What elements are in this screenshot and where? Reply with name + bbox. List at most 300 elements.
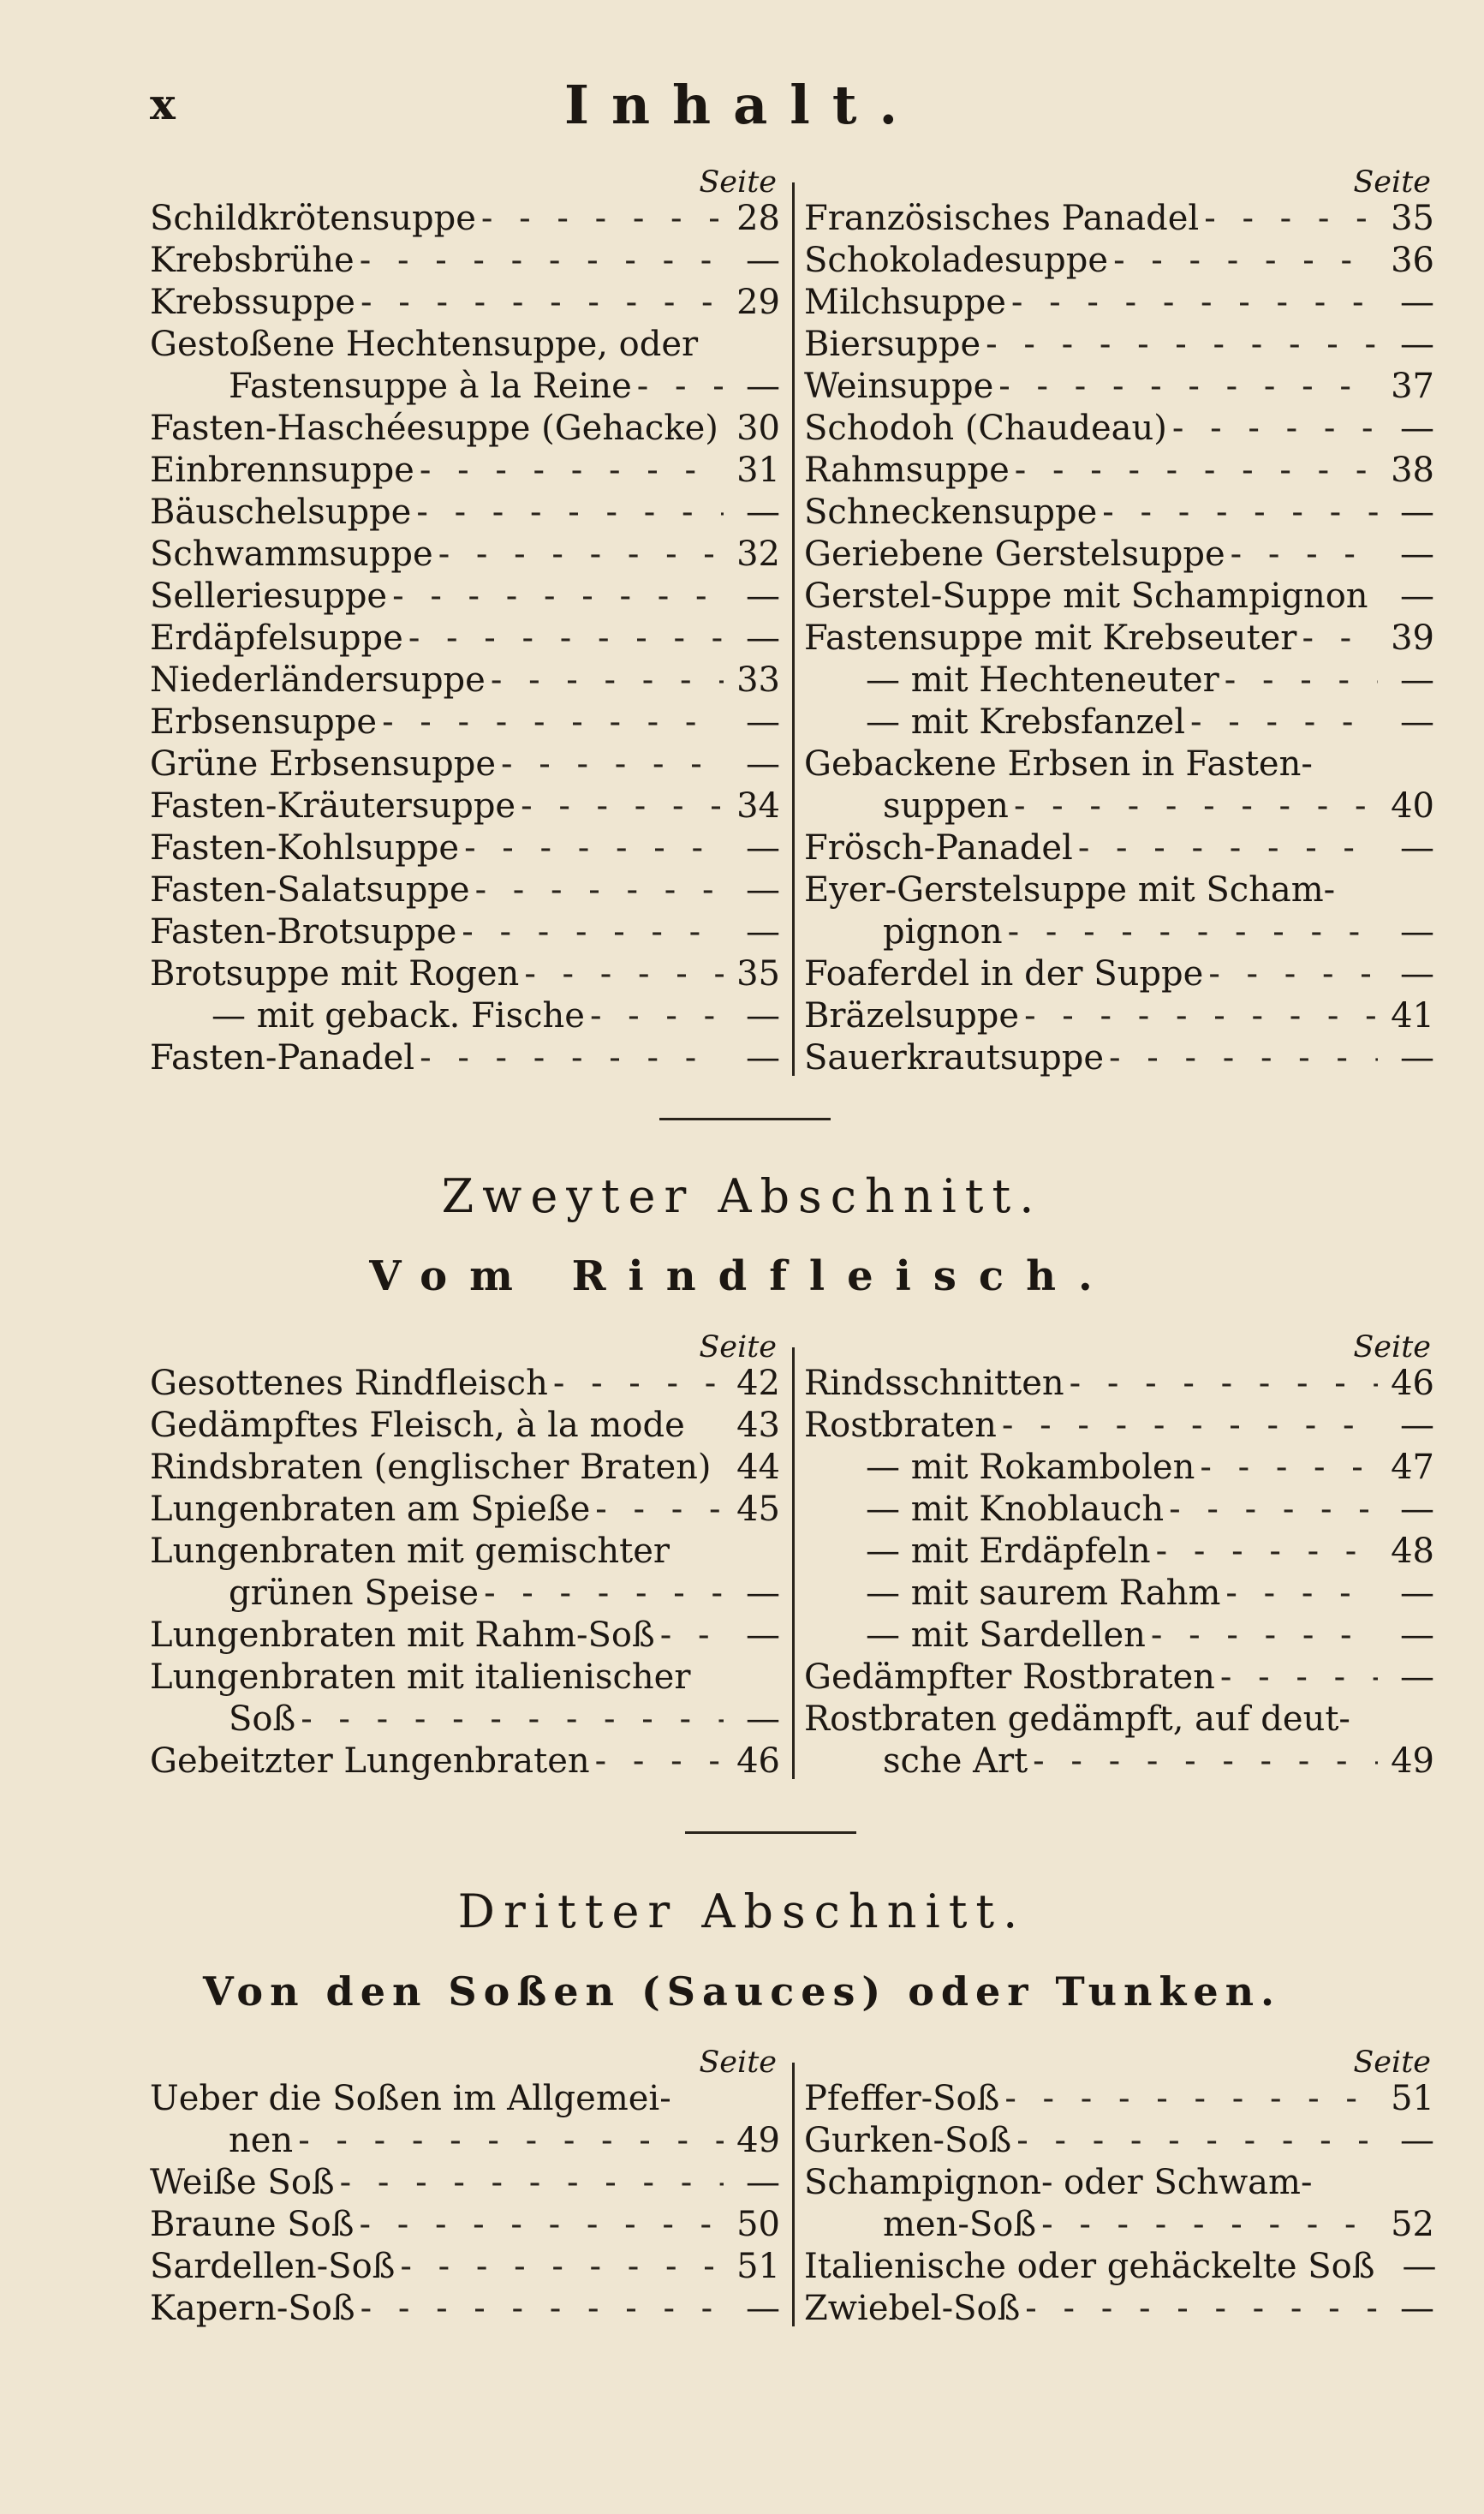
- dot-leader: [1109, 1037, 1378, 1079]
- dot-leader: [986, 324, 1378, 366]
- dot-leader: [1225, 660, 1378, 702]
- toc-entry: [150, 1615, 780, 1657]
- toc-entry-page: 35: [1391, 199, 1434, 238]
- dot-leader: [1041, 2204, 1378, 2246]
- toc-entry-page: —: [746, 1615, 780, 1655]
- toc-entry: [804, 2246, 1437, 2288]
- dot-leader: [416, 492, 724, 534]
- column-separator: [792, 2063, 795, 2326]
- dot-leader: [1004, 2078, 1378, 2120]
- seite-label: Seite: [1353, 165, 1431, 200]
- toc-entry: [804, 2162, 1434, 2204]
- toc-entry: [150, 198, 780, 240]
- toc-entry-page: 29: [736, 283, 780, 322]
- toc-entry: [150, 785, 780, 827]
- toc-entry-page: 48: [1391, 1532, 1434, 1571]
- dot-leader: [998, 366, 1378, 408]
- page-number: x: [150, 79, 176, 129]
- toc-entry-title: Schwammsuppe: [150, 534, 433, 574]
- dot-leader: [1172, 408, 1378, 450]
- dot-leader: [1231, 534, 1378, 576]
- toc-entry-title: Zwiebel-Soß: [804, 2289, 1021, 2328]
- toc-entry: [804, 827, 1434, 869]
- dot-leader: [1169, 1489, 1378, 1531]
- toc-entry-page: 32: [736, 534, 780, 574]
- toc-entry-title: Fastensuppe à la Reine: [229, 367, 632, 406]
- section-subtitle: Vom Rindfleisch.: [369, 1252, 1115, 1300]
- toc-entry-page: 45: [736, 1490, 780, 1529]
- toc-entry: [150, 1489, 780, 1531]
- toc-entry-title: Selleriesuppe: [150, 576, 388, 616]
- toc-entry: [804, 1405, 1434, 1447]
- section-title: Zweyter Abschnitt.: [441, 1169, 1043, 1223]
- toc-entry-title: — mit Knoblauch: [866, 1490, 1165, 1529]
- dot-leader: [553, 1363, 724, 1405]
- dot-leader: [521, 785, 724, 827]
- toc-entry-page: —: [746, 870, 780, 910]
- toc-column-right: [792, 2045, 1437, 2330]
- toc-entry-page: —: [746, 1038, 780, 1078]
- toc-entry-page: 39: [1391, 618, 1434, 658]
- toc-entry-page: 52: [1391, 2205, 1434, 2244]
- dot-leader: [484, 1573, 724, 1615]
- toc-entry-title: Lungenbraten mit gemischter: [150, 1532, 670, 1571]
- toc-entry: [150, 450, 780, 492]
- dot-leader: [1078, 827, 1378, 869]
- toc-entry: [804, 1741, 1434, 1782]
- toc-entry-title: Schodoh (Chaudeau): [804, 409, 1167, 448]
- toc-entry-page: —: [746, 996, 780, 1036]
- toc-entry-title: Sardellen-Soß: [150, 2247, 396, 2286]
- toc-entry-page: —: [746, 576, 780, 616]
- dot-leader: [1015, 450, 1378, 492]
- toc-entry-page: 31: [736, 451, 780, 490]
- toc-entry: [150, 282, 780, 324]
- dot-leader: [420, 450, 724, 492]
- toc-entry: [150, 324, 780, 366]
- toc-entry-title: — mit Rokambolen: [866, 1448, 1195, 1487]
- toc-entry-page: —: [1400, 1038, 1434, 1078]
- toc-entry-title: Einbrennsuppe: [150, 451, 414, 490]
- seite-label: Seite: [699, 165, 777, 200]
- toc-entry-page: —: [746, 1573, 780, 1613]
- toc-entry: [804, 785, 1434, 827]
- toc-entry-title: Braune Soß: [150, 2205, 355, 2244]
- dot-leader: [340, 2162, 724, 2204]
- toc-entry-title: Gestoßene Hechtensuppe, oder: [150, 325, 699, 364]
- toc-entry-page: —: [1400, 2289, 1434, 2328]
- toc-entry: [804, 911, 1434, 953]
- toc-entry: [150, 492, 780, 534]
- toc-entry: [150, 2078, 780, 2120]
- dot-leader: [475, 869, 724, 911]
- toc-entry: [150, 660, 780, 702]
- dot-leader: [491, 660, 724, 702]
- toc-entry: [150, 702, 780, 743]
- toc-entry-title: Bräzelsuppe: [804, 996, 1020, 1036]
- toc-entry-page: —: [1400, 912, 1434, 952]
- toc-entry-title: Niederländersuppe: [150, 660, 486, 700]
- toc-entry-title: Milchsuppe: [804, 283, 1006, 322]
- section-divider: [659, 1118, 831, 1120]
- dot-leader: [382, 702, 724, 743]
- toc-entry-page: —: [1400, 1573, 1434, 1613]
- dot-leader: [1208, 953, 1378, 995]
- dot-leader: [595, 1489, 724, 1531]
- toc-entry-title: Rahmsuppe: [804, 451, 1010, 490]
- toc-entry-title: nen: [229, 2121, 294, 2160]
- toc-entry: [804, 618, 1434, 660]
- dot-leader: [301, 1699, 724, 1741]
- toc-entry-page: 38: [1391, 451, 1434, 490]
- toc-entry: [804, 2078, 1434, 2120]
- toc-entry-title: Fastensuppe mit Krebseuter: [804, 618, 1297, 658]
- toc-entry: [150, 618, 780, 660]
- toc-entry-title: Gerstel-Suppe mit Schampignon: [804, 576, 1368, 616]
- toc-entry-page: 28: [736, 199, 780, 238]
- toc-entry-page: —: [746, 2289, 780, 2328]
- dot-leader: [400, 2246, 724, 2288]
- toc-entry: [150, 1531, 780, 1573]
- dot-leader: [1151, 1615, 1378, 1657]
- seite-label: Seite: [699, 1330, 777, 1364]
- toc-entry-page: —: [1400, 493, 1434, 532]
- dot-leader: [464, 827, 724, 869]
- dot-leader: [361, 282, 724, 324]
- dot-leader: [637, 366, 724, 408]
- toc-entry-title: Ueber die Soßen im Allgemei-: [150, 2079, 671, 2118]
- toc-entry-title: Brotsuppe mit Rogen: [150, 954, 520, 994]
- toc-entry-page: —: [1400, 576, 1434, 616]
- seite-label: Seite: [1353, 2045, 1431, 2080]
- dot-leader: [1011, 282, 1378, 324]
- dot-leader: [1024, 995, 1378, 1037]
- toc-entry: [804, 1447, 1434, 1489]
- toc-entry-page: —: [746, 493, 780, 532]
- toc-entry-title: Fasten-Haschéesuppe (Gehacke): [150, 409, 718, 448]
- section-beef: [150, 1332, 1434, 1782]
- toc-column-left: [150, 2047, 792, 2330]
- toc-entry-title: Lungenbraten mit Rahm-Soß: [150, 1615, 655, 1655]
- toc-entry-title: Weinsuppe: [804, 367, 994, 406]
- toc-entry: [150, 366, 780, 408]
- column-separator: [792, 1347, 795, 1779]
- dot-leader: [420, 1037, 724, 1079]
- toc-entry-page: 34: [736, 786, 780, 826]
- toc-entry-title: Schampignon- oder Schwam-: [804, 2163, 1313, 2202]
- toc-entry-title: Fasten-Kräutersuppe: [150, 786, 516, 826]
- toc-entry-title: Gebeitzter Lungenbraten: [150, 1741, 590, 1781]
- toc-entry: [804, 324, 1434, 366]
- toc-entry: [804, 1615, 1434, 1657]
- toc-entry-title: — mit Erdäpfeln: [866, 1532, 1151, 1571]
- dot-leader: [361, 2288, 724, 2330]
- toc-entry-title: Rostbraten gedämpft, auf deut-: [804, 1699, 1350, 1739]
- toc-entry: [804, 953, 1434, 995]
- toc-entry-page: —: [1400, 2121, 1434, 2160]
- toc-entry: [804, 198, 1434, 240]
- dot-leader: [1014, 785, 1378, 827]
- toc-entry: [804, 534, 1434, 576]
- dot-leader: [1156, 1531, 1378, 1573]
- toc-entry-page: —: [746, 367, 780, 406]
- dot-leader: [1220, 1657, 1378, 1699]
- toc-entry-page: —: [1400, 828, 1434, 868]
- toc-entry-title: suppen: [883, 786, 1009, 826]
- toc-entry: [150, 2162, 780, 2204]
- section-title: Dritter Abschnitt.: [457, 1884, 1027, 1938]
- toc-entry-page: 46: [736, 1741, 780, 1781]
- dot-leader: [595, 1741, 724, 1782]
- toc-entry-title: Rindsbraten (englischer Braten): [150, 1448, 712, 1487]
- toc-entry: [804, 1363, 1434, 1405]
- section-sauces: [150, 2045, 1437, 2330]
- toc-entry-title: Biersuppe: [804, 325, 981, 364]
- toc-entry-title: Fasten-Salatsuppe: [150, 870, 470, 910]
- toc-entry-title: Bäuschelsuppe: [150, 493, 412, 532]
- toc-entry-page: —: [1402, 2247, 1437, 2286]
- toc-entry: [150, 1573, 780, 1615]
- toc-entry-title: Fasten-Brotsuppe: [150, 912, 457, 952]
- toc-entry: [150, 869, 780, 911]
- toc-entry: [804, 492, 1434, 534]
- toc-entry: [150, 2120, 780, 2162]
- toc-entry-page: —: [1400, 1657, 1434, 1697]
- dot-leader: [481, 198, 724, 240]
- seite-label: Seite: [1353, 1330, 1431, 1364]
- toc-entry-page: —: [1400, 702, 1434, 742]
- toc-entry: [150, 827, 780, 869]
- dot-leader: [1070, 1363, 1378, 1405]
- toc-entry-page: 30: [736, 409, 780, 448]
- dot-leader: [462, 911, 724, 953]
- toc-entry-page: 42: [736, 1364, 780, 1403]
- toc-entry: [804, 660, 1434, 702]
- toc-entry-page: 44: [736, 1448, 780, 1487]
- toc-column-left: [150, 1332, 792, 1782]
- toc-entry-page: 46: [1391, 1364, 1434, 1403]
- toc-entry-title: Schokoladesuppe: [804, 241, 1109, 280]
- toc-entry: [150, 408, 780, 450]
- toc-entry: [804, 1489, 1434, 1531]
- toc-entry-page: —: [1400, 409, 1434, 448]
- toc-entry: [150, 2204, 780, 2246]
- toc-entry-title: Eyer-Gerstelsuppe mit Scham-: [804, 870, 1336, 910]
- section-subtitle: Von den Soßen (Sauces) oder Tunken.: [202, 1968, 1282, 2015]
- toc-column-right: [792, 1332, 1434, 1782]
- toc-column-right: [792, 167, 1434, 1079]
- dot-leader: [1190, 702, 1378, 743]
- toc-entry: [804, 366, 1434, 408]
- toc-entry-title: men-Soß: [883, 2205, 1037, 2244]
- section-soups: [150, 167, 1434, 1079]
- toc-entry-title: — mit Hechteneuter: [866, 660, 1219, 700]
- toc-entry-page: 36: [1391, 241, 1434, 280]
- toc-entry-title: Italienische oder gehäckelte Soß: [804, 2247, 1375, 2286]
- toc-entry-page: —: [746, 912, 780, 952]
- dot-leader: [1302, 618, 1378, 660]
- dot-leader: [1008, 911, 1378, 953]
- toc-entry-page: 40: [1391, 786, 1434, 826]
- toc-entry-title: pignon: [883, 912, 1003, 952]
- toc-entry: [804, 282, 1434, 324]
- toc-entry-title: — mit Krebsfanzel: [866, 702, 1185, 742]
- toc-entry-title: Schneckensuppe: [804, 493, 1098, 532]
- running-title: Inhalt.: [563, 74, 921, 136]
- toc-entry-title: Gurken-Soß: [804, 2121, 1012, 2160]
- toc-entry-title: Gebackene Erbsen in Fasten-: [804, 744, 1313, 784]
- dot-leader: [359, 2204, 724, 2246]
- toc-entry: [150, 2288, 780, 2330]
- toc-entry: [804, 240, 1434, 282]
- toc-entry: [804, 2204, 1434, 2246]
- toc-entry-page: —: [746, 744, 780, 784]
- toc-entry: [804, 995, 1434, 1037]
- dot-leader: [392, 576, 724, 618]
- toc-entry: [804, 1657, 1434, 1699]
- toc-entry-page: —: [1400, 954, 1434, 994]
- toc-entry: [804, 576, 1434, 618]
- column-separator: [792, 182, 795, 1076]
- toc-entry-page: —: [1400, 660, 1434, 700]
- toc-entry-title: Grüne Erbsensuppe: [150, 744, 497, 784]
- toc-entry-page: —: [746, 1699, 780, 1739]
- toc-entry: [150, 1405, 780, 1447]
- toc-entry: [150, 1741, 780, 1782]
- dot-leader: [1033, 1741, 1378, 1782]
- toc-entry-page: 50: [736, 2205, 780, 2244]
- toc-entry: [150, 2246, 780, 2288]
- toc-entry-title: Fasten-Panadel: [150, 1038, 415, 1078]
- toc-entry-page: 35: [736, 954, 780, 994]
- toc-entry-title: Krebsbrühe: [150, 241, 355, 280]
- toc-entry-title: Fasten-Kohlsuppe: [150, 828, 460, 868]
- toc-entry-page: —: [746, 702, 780, 742]
- toc-entry-title: Kapern-Soß: [150, 2289, 355, 2328]
- toc-entry-title: Krebssuppe: [150, 283, 355, 322]
- seite-label: Seite: [699, 2045, 777, 2080]
- dot-leader: [590, 995, 724, 1037]
- toc-entry-page: 49: [1391, 1741, 1434, 1781]
- toc-entry: [150, 743, 780, 785]
- toc-entry-title: Lungenbraten am Spieße: [150, 1490, 591, 1529]
- toc-entry: [804, 2120, 1434, 2162]
- toc-entry-title: Lungenbraten mit italienischer: [150, 1657, 691, 1697]
- toc-entry-page: 49: [736, 2121, 780, 2160]
- toc-entry-title: Weiße Soß: [150, 2163, 335, 2202]
- toc-entry: [150, 1363, 780, 1405]
- toc-entry-page: 47: [1391, 1448, 1434, 1487]
- toc-entry: [150, 534, 780, 576]
- toc-entry-title: Sauerkrautsuppe: [804, 1038, 1105, 1078]
- toc-entry: [150, 576, 780, 618]
- dot-leader: [298, 2120, 724, 2162]
- toc-entry: [804, 1699, 1434, 1741]
- toc-entry-title: — mit saurem Rahm: [866, 1573, 1221, 1613]
- toc-entry-title: Gesottenes Rindfleisch: [150, 1364, 548, 1403]
- dot-leader: [1225, 1573, 1378, 1615]
- toc-entry-page: —: [746, 2163, 780, 2202]
- toc-entry-page: —: [746, 241, 780, 280]
- toc-entry-page: —: [1400, 1615, 1434, 1655]
- toc-entry-page: —: [1400, 534, 1434, 574]
- toc-entry-page: 33: [736, 660, 780, 700]
- toc-entry-page: 41: [1391, 996, 1434, 1036]
- toc-entry-title: Soß: [229, 1699, 296, 1739]
- toc-entry-title: Französisches Panadel: [804, 199, 1200, 238]
- section-divider: [685, 1831, 856, 1834]
- dot-leader: [1025, 2288, 1378, 2330]
- toc-entry-title: Erbsensuppe: [150, 702, 378, 742]
- toc-entry-page: 51: [736, 2247, 780, 2286]
- toc-entry: [804, 869, 1434, 911]
- toc-column-left: [150, 167, 792, 1079]
- toc-entry: [150, 1699, 780, 1741]
- toc-entry-page: 43: [736, 1406, 780, 1445]
- dot-leader: [660, 1615, 724, 1657]
- toc-entry: [804, 408, 1434, 450]
- toc-entry-page: —: [1400, 283, 1434, 322]
- toc-entry: [150, 911, 780, 953]
- dot-leader: [438, 534, 724, 576]
- dot-leader: [501, 743, 724, 785]
- toc-entry-page: —: [746, 828, 780, 868]
- dot-leader: [360, 240, 724, 282]
- toc-entry: [150, 240, 780, 282]
- toc-entry: [150, 1447, 780, 1489]
- toc-entry-title: — mit Sardellen: [866, 1615, 1146, 1655]
- toc-entry-page: 37: [1391, 367, 1434, 406]
- dot-leader: [1204, 198, 1378, 240]
- toc-entry: [804, 743, 1434, 785]
- toc-entry-page: —: [1400, 1490, 1434, 1529]
- toc-entry-title: Gedämpftes Fleisch, à la mode: [150, 1406, 685, 1445]
- toc-entry: [804, 1531, 1434, 1573]
- toc-entry-title: Foaferdel in der Suppe: [804, 954, 1204, 994]
- toc-entry: [804, 450, 1434, 492]
- toc-entry-title: Gedämpfter Rostbraten: [804, 1657, 1215, 1697]
- toc-entry-title: grünen Speise: [229, 1573, 480, 1613]
- dot-leader: [1102, 492, 1378, 534]
- dot-leader: [524, 953, 724, 995]
- toc-entry: [804, 2288, 1434, 2330]
- dot-leader: [1002, 1405, 1378, 1447]
- toc-entry-page: —: [1400, 1406, 1434, 1445]
- toc-entry-page: —: [746, 618, 780, 658]
- toc-entry-title: Schildkrötensuppe: [150, 199, 476, 238]
- toc-entry-title: — mit geback. Fische: [212, 996, 585, 1036]
- toc-entry-title: Rostbraten: [804, 1406, 997, 1445]
- toc-entry: [150, 995, 780, 1037]
- toc-entry: [150, 953, 780, 995]
- toc-entry-title: Frösch-Panadel: [804, 828, 1073, 868]
- toc-entry-title: Pfeffer-Soß: [804, 2079, 1000, 2118]
- toc-entry-page: —: [1400, 325, 1434, 364]
- toc-entry: [150, 1657, 780, 1699]
- dot-leader: [1113, 240, 1378, 282]
- toc-entry-title: sche Art: [883, 1741, 1028, 1781]
- dot-leader: [1200, 1447, 1378, 1489]
- toc-entry: [804, 702, 1434, 743]
- toc-entry-page: 51: [1391, 2079, 1434, 2118]
- toc-entry-title: Rindsschnitten: [804, 1364, 1064, 1403]
- dot-leader: [1016, 2120, 1378, 2162]
- toc-entry-title: Erdäpfelsuppe: [150, 618, 403, 658]
- toc-entry: [150, 1037, 780, 1079]
- toc-entry: [804, 1573, 1434, 1615]
- dot-leader: [408, 618, 724, 660]
- toc-entry-title: Geriebene Gerstelsuppe: [804, 534, 1225, 574]
